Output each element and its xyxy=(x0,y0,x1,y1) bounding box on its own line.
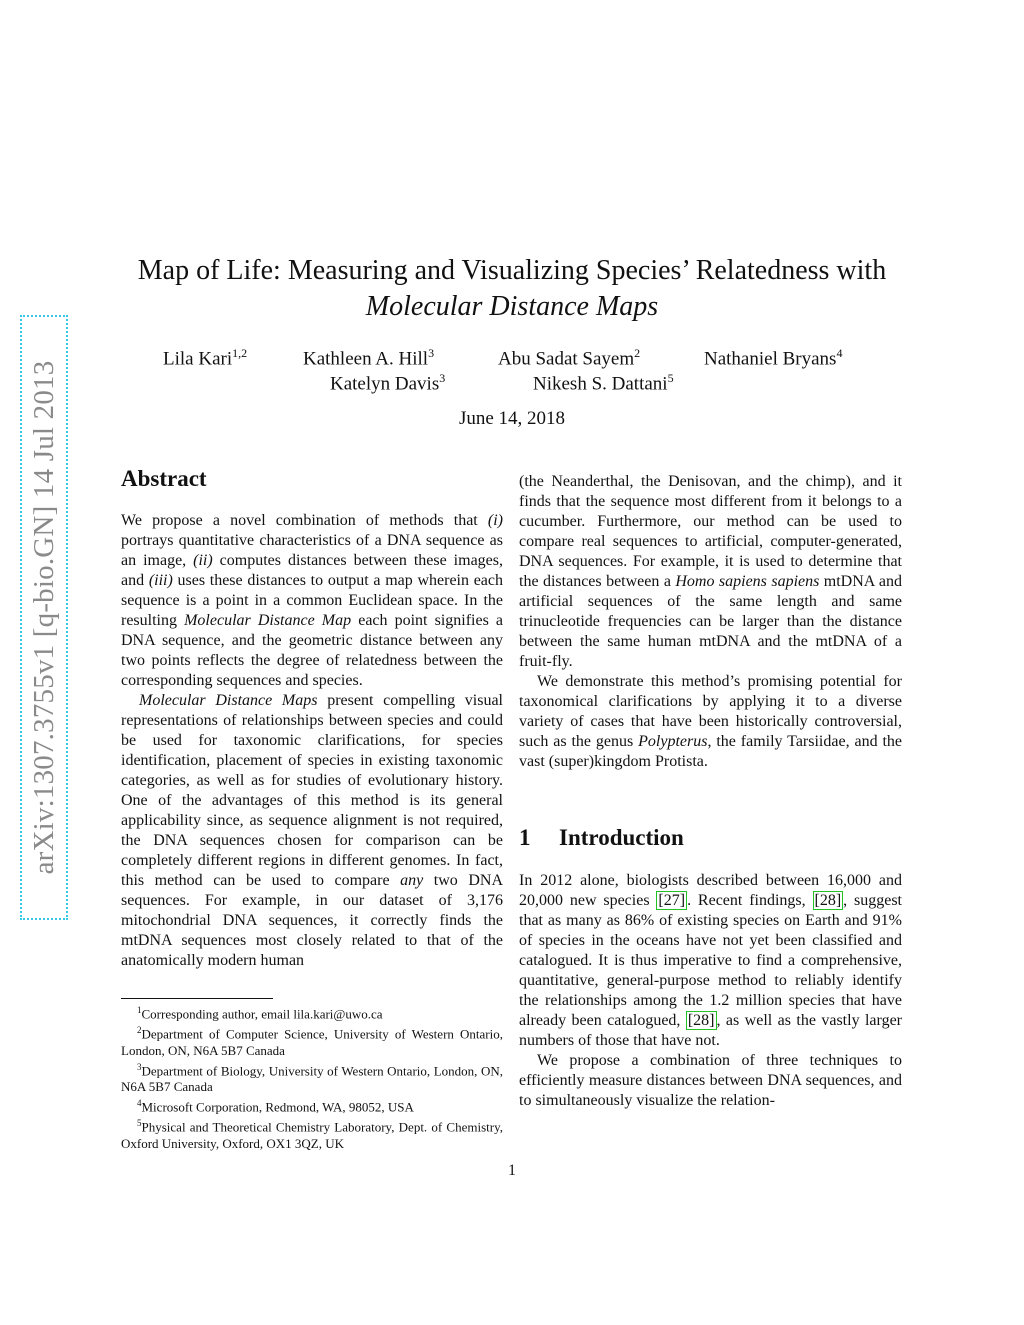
footnote-4: $^4$Microsoft Corporation, Redmond, WA, 98052, USA xyxy=(137,1097,414,1115)
abstract-paragraph-2: Molecular Distance Maps present compelling visual representations of relationships between species and could be used for taxonomic clarifications, for species identification, placement of species in existing taxonomic categories, as well as for studies of evolutionary history. One of the advantages of this method is its general applicability since, as sequence alignment is not required, the DNA sequences chosen for comparison can be completely different regions in different genomes. In fact, this method can be used to compare any two DNA sequences. For example, in our dataset of 3,176 mitochondrial DNA sequences, it correctly finds the mtDNA sequences most closely related to that of the anatomically modern human xyxy=(121,692,503,969)
left-column xyxy=(121,511,503,971)
section-title: Introduction xyxy=(559,825,684,850)
abstract-paragraph-1: We propose a novel combination of methods that (i) portrays quantitative characteristics of a DNA sequence as an image, (ii) computes distances between these images, and (iii) uses these distances to output a map wherein each sequence is a point in a common Euclidean space. In the resulting Molecular Distance Map each point signifies a DNA sequence, and the geometric distance between any two points reflects the degree of relatedness between the corresponding sequences and species. xyxy=(121,512,503,689)
arxiv-id[interactable]: arXiv:1307.3755v1 [q-bio.GN] 14 Jul 2013 xyxy=(20,315,68,920)
abstract-paragraph-3: (the Neanderthal, the Denisovan, and the chimp), and it finds that the sequence most different from it belongs to a cucumber. Furthermore, our method can be used to compare real sequences to artificial, computer-generated, DNA sequences. For example, it is used to determine that the distances between a Homo sapiens sapiens mtDNA and artificial sequences of the same length and same trinucleotide frequencies can be larger than the distance between the same human mtDNA and the mtDNA of a fruit-fly. xyxy=(519,473,902,670)
footnote-rule xyxy=(121,998,273,999)
author-4: Nathaniel Bryans$^4$ xyxy=(704,346,843,370)
footnote-5: $^5$Physical and Theoretical Chemistry Laboratory, Dept. of Chemistry, Oxford University, Oxford, OX1 3QZ, UK xyxy=(121,1118,503,1151)
author-2: Kathleen A. Hill$^3$ xyxy=(303,346,435,370)
author-6: Nikesh S. Dattani$^5$ xyxy=(533,371,674,395)
footnote-2: $^2$Department of Computer Science, University of Western Ontario, London, ON, N6A 5B7 Canada xyxy=(121,1025,503,1058)
abstract-heading: Abstract xyxy=(121,466,207,491)
citation-28[interactable]: [28] xyxy=(814,892,842,909)
paper-date: June 14, 2018 xyxy=(458,408,566,429)
title-line-1: Map of Life: Measuring and Visualizing Species’ Relatedness with xyxy=(137,255,887,286)
author-5: Katelyn Davis$^3$ xyxy=(330,371,446,395)
footnote-3: $^3$Department of Biology, University of Western Ontario, London, ON, N6A 5B7 Canada xyxy=(121,1061,503,1094)
page-number: 1 xyxy=(508,1162,516,1179)
author-3: Abu Sadat Sayem$^2$ xyxy=(498,346,641,370)
section-heading-introduction xyxy=(519,825,684,851)
author-1: Lila Kari$^{1,2}$ xyxy=(163,346,248,370)
intro-paragraph-2: We propose a combination of three techniques to efficiently measure distances between DNA sequences, and to simultaneously visualize the relation- xyxy=(519,1052,902,1109)
footnote-1: $^1$Corresponding author, email lila.kari@uwo.ca xyxy=(137,1005,383,1022)
right-column-introduction xyxy=(519,871,902,1111)
section-number: 1 xyxy=(519,825,531,850)
footnotes xyxy=(121,1002,503,1152)
citation-28-second[interactable]: [28] xyxy=(687,1012,715,1029)
abstract-paragraph-4: We demonstrate this method’s promising potential for taxonomical clarifications by applying it to a diverse variety of cases that have been historically controversial, such as the genus Polypterus, the family Tarsiidae, and the vast (super)kingdom Protista. xyxy=(519,673,903,770)
paper-title xyxy=(100,253,924,325)
arxiv-stamp[interactable] xyxy=(20,315,68,920)
intro-paragraph-1: In 2012 alone, biologists described between 16,000 and 20,000 new species [27] . Recent findings, [28] , suggest that as many as 86% of existing species on Earth and 91% of species in the oceans have not yet been classified and catalogued. It is thus imperative to find a comprehensive, quantitative, general-purpose method to reliably identify the relationships among the 1.2 million species that have already been catalogued, [28] , as well as the vastly larger numbers of those that have not. xyxy=(519,872,903,1049)
citation-27[interactable]: [27] xyxy=(658,892,686,909)
title-line-2: Molecular Distance Maps xyxy=(365,291,659,322)
right-column-abstract xyxy=(519,472,902,772)
